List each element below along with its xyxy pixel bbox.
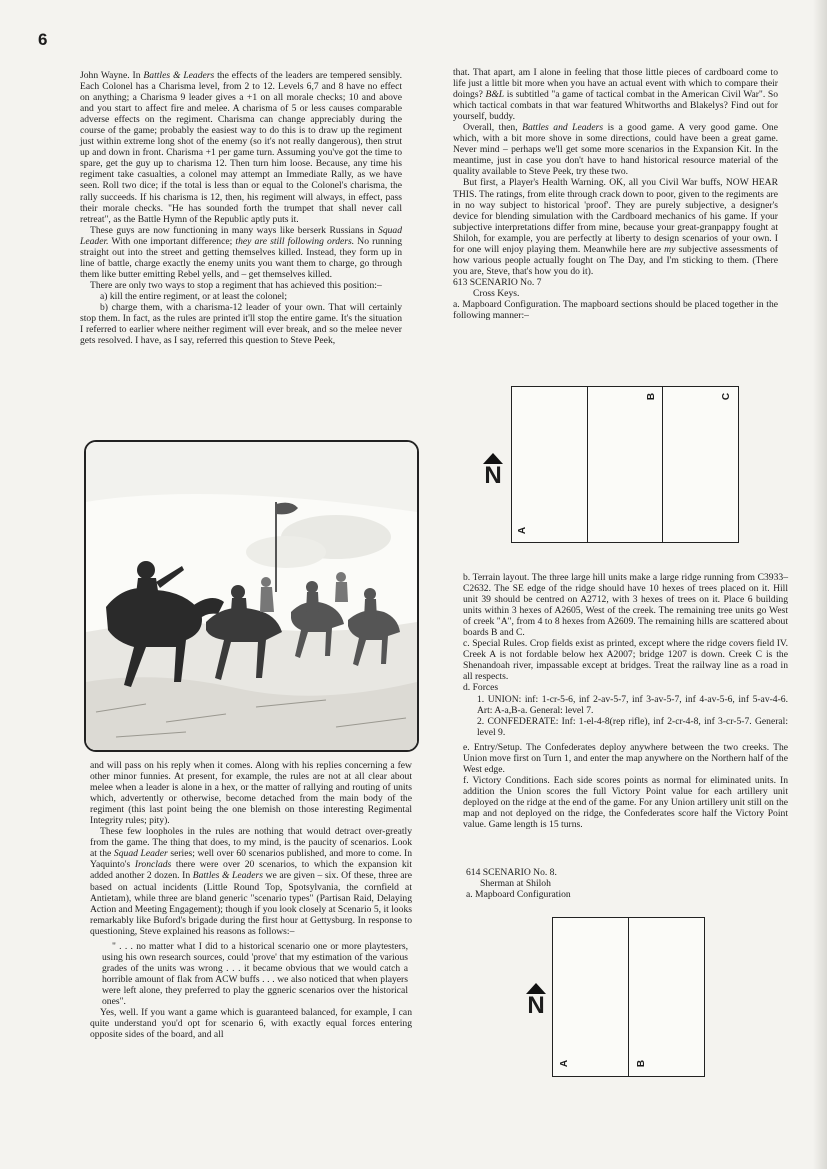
paragraph: These few loopholes in the rules are nothing that would detract over-greatly from the game. The thing that does, to my mind, is the paucity of scenarios. Look at the Squad Leader series; well over 60 scenarios published, and more to come. In Yaquinto's Ironclads there were over 20 scenarios, to which the expansion kit added another 2 dozen. In Battles & Leaders we are given – six. Of these, three are based on actual incidents (Little Round Top, Spotsylvania, the cornfield at Antietam), while three are bland generic "scenario types" (Partisan Raid, Delaying Action and Meeting Engagement); though if you look closely at Scenario 5, it looks remarkably like Buford's brigade during the first hour at Gettysburg. In response to questioning, Steve explained his reasons as follows:–: [90, 826, 413, 937]
right-column-middle: [463, 572, 788, 830]
paragraph: There are only two ways to stop a regiment that has achieved this position:–: [90, 279, 382, 291]
north-label: N: [527, 992, 545, 1019]
paragraph: b. Terrain layout. The three large hill units make a large ridge running from C3933–C2632. The SE edge of the ridge should have 10 hexes of trees placed on it. Hill unit 39 should be centred on A2712, with 3 hexes of trees on it. Place 6 building units within 3 hexes of A2605, West of the creek. The remaining tree units go West of creek "A", from 4 to 8 hexes from A2609. The remaining hills are scattered about boards B and C.: [463, 572, 788, 639]
north-label: N: [484, 462, 502, 489]
scenario-heading: 613 SCENARIO No. 7: [453, 276, 542, 288]
scenario-8-block: [466, 867, 766, 900]
quotation: " . . . no matter what I did to a historical scenario one or more playtesters, using his own research sources, could 'prove' that my estimation of the various grades of the units was wrong . . . it became obvious that we would catch a horrible amount of flak from ACW buffs . . . we also noticed that when players were left alone, they preferred to play the ggneric scenarios over the historical ones".: [102, 940, 408, 1007]
mapboard-label-b: B: [646, 392, 658, 401]
mapboard-section-a: [512, 387, 588, 542]
list-item: a) kill the entire regiment, or at least the colonel;: [100, 290, 288, 302]
mapboard-section-b: [587, 387, 663, 542]
paragraph: These guys are now functioning in many ways like berserk Russians in Squad Leader. With one important difference; they are still following orders. No running straight out into the street and getting themselves killed. Instead, they form up in line of battle, charge exactly the enemy units you want them to charge, go through them like butter emitting Rebel yells, and – get themselves killed.: [80, 224, 403, 280]
paragraph: d. Forces: [463, 682, 499, 694]
mapboard-label-a: A: [517, 526, 529, 535]
force-entry: 1. UNION: inf: 1-cr-5-6, inf 2-av-5-7, inf 3-av-5-7, inf 4-av-5-6, inf 5-av-4-6. Art: A-a,B-a. General: level 7.: [477, 693, 788, 716]
mapboard-label-b: B: [636, 1059, 648, 1068]
paragraph: a. Mapboard Configuration. The mapboard sections should be placed together in the following manner:–: [453, 298, 778, 322]
mapboard-diagram-scenario-8: [552, 917, 705, 1077]
paragraph: Yes, well. If you want a game which is guaranteed balanced, for example, I can quite understand you'd opt for scenario 6, with exactly equal forces entering opposite sides of the board, and all: [90, 1007, 412, 1041]
paragraph: e. Entry/Setup. The Confederates deploy anywhere between the two creeks. The Union move first on Turn 1, and enter the map anywhere on the Northern half of the West edge.: [463, 741, 788, 775]
scenario-title: Cross Keys.: [473, 287, 520, 299]
illustration-drawing: [86, 442, 417, 750]
force-entry: 2. CONFEDERATE: Inf: 1-el-4-8(rep rifle), inf 2-cr-4-8, inf 3-cr-5-7. General: level 9.: [477, 715, 788, 738]
paragraph: Overall, then, Battles and Leaders is a good game. A very good game. One which, with a bit more shove in some directions, could have been a great game. Never mind – perhaps we'll get some more scenarios in the Expansion Kit. In the meantime, just in case you don't have to hand historical resource material of the quality available to Steve Peek, try these two.: [453, 122, 778, 178]
paragraph: John Wayne. In Battles & Leaders the effects of the leaders are tempered sensibly. Each Colonel has a Charisma level, from 2 to 12. Levels 6,7 and 8 have no effect on anything; a Charisma 9 leader gives a +1 on all morale checks; 10 and above and you start to affect fire and melee. A charisma of 5 or less causes comparable adverse effects on the regiment. Charisma can change appreciably during the course of the game; probably the easiest way to do this is to draw up the regiment just within extreme long shot of the enemy (so it's not really dangerous), then strut up and down in front. Charisma +1 per game turn. Assuming you've got the time to spare, get the guy up to charisma 12. Then turn him loose. Because, any time his regiment take casualties, a colonel may attempt an Immediate Rally, as we have seen. Roll two dice; if the total is less than or equal to the Colonel's charisma, the rally succeeds. If his charisma is 12, then, his regiment will always, in effect, pass their morale checks. "He has sounded forth the trumpet that shall never call retreat", as the Battle Hymn of the Republic aptly puts it.: [80, 70, 402, 225]
left-column-top: [80, 70, 402, 346]
paragraph: f. Victory Conditions. Each side scores points as normal for eliminated units. In addition the Union scores the full Victory Point value for each artillery unit deployed on the ridge at the end of the game. For any Union artillery unit still on the map and not deployed on the ridge, the Confederates score half the Victory Point value. Game length is 15 turns.: [463, 774, 788, 831]
paragraph: and will pass on his reply when it comes. Along with his replies concerning a few other minor funnies. At present, for example, the rules are not at all clear about melee when a leader is alone in a hex, or the matter of rallying and routing of units which, advertently or otherwise, become detached from the main body of the regiment (this last point being the one blemish on those interesting Regimental Integrity rules; pity).: [90, 760, 412, 827]
north-arrow: [521, 983, 551, 1018]
paragraph: that. That apart, am I alone in feeling that those little pieces of cardboard come to life just a little bit more when you have an actual event with which to compare their doings? B&L is subtitled "a game of tactical combat in the American Civil War". So which tactical combats in that war featured Whitworths and Blakelys? Find out for yourself, buddy.: [453, 67, 778, 123]
mapboard-diagram-scenario-7: [511, 386, 739, 543]
cavalry-charge-illustration: [84, 440, 419, 752]
left-column-bottom: [90, 760, 412, 1040]
north-arrow: [478, 453, 508, 488]
right-column-top: [453, 67, 778, 321]
page-fold-shadow: [813, 0, 827, 1169]
paragraph: But first, a Player's Health Warning. OK, all you Civil War buffs, NOW HEAR THIS. The ratings, from elite through crack down to poor, given to the regiments are in no way subject to historical 'proof'. They are purely subjective, a designer's device for blending simulation with the Cardboard mechanics of his game. If your subjective interpretations differ from mine, because your great-granpappy fought at Shiloh, for example, you are perfectly at liberty to design scenarios of your own. I for one will enjoy playing them. Meanwhile here are my subjective assessments of how various people actually fought on The Day, and I'm sticking to them. (There you are, Steve, that's how you do it).: [453, 177, 778, 277]
mapboard-section-a: [553, 918, 629, 1076]
scenario-title: Sherman at Shiloh: [480, 878, 551, 890]
mapboard-label-a: A: [559, 1059, 571, 1068]
paragraph: b) charge them, with a charisma-12 leader of your own. That will certainly stop them. In fact, as the rules are printed it'll stop the entire game. It's the situation I referred to earlier where neither regiment will ever break, and so the melee never gets resolved. I have, as I say, referred this question to Steve Peek,: [80, 301, 402, 347]
paragraph: c. Special Rules. Crop fields exist as printed, except where the ridge covers field IV. Creek A is not fordable below hex A2007; bridge 1207 is down. Creek C is the Shenandoah river, impassable except at bridges. Treat the railway line as a road in all respects.: [463, 638, 788, 683]
mapboard-label-c: C: [721, 392, 733, 401]
page-number: 6: [38, 30, 48, 49]
paragraph: a. Mapboard Configuration: [466, 889, 571, 901]
scenario-heading: 614 SCENARIO No. 8.: [466, 867, 557, 878]
